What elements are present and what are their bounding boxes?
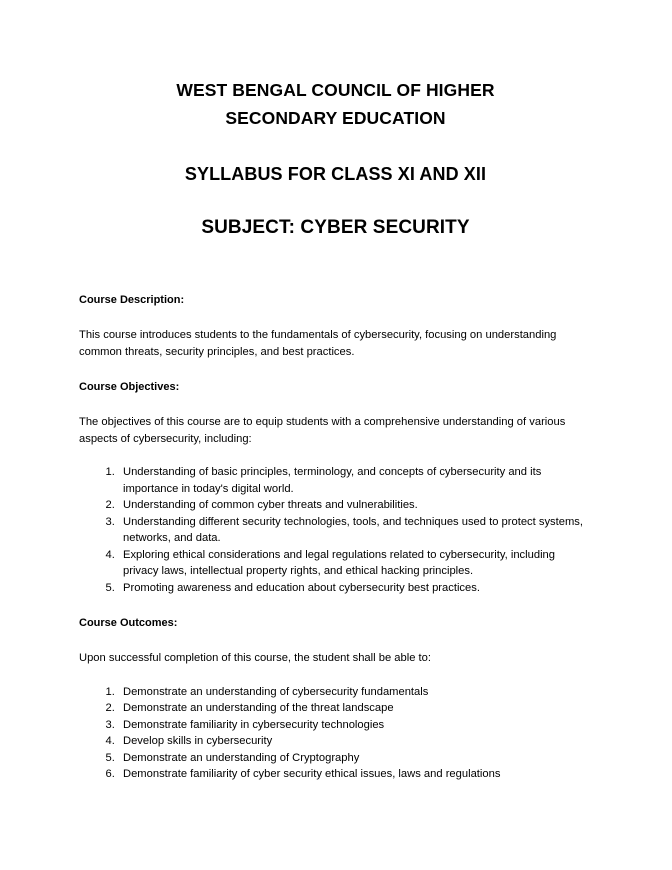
course-outcomes-paragraph: Upon successful completion of this course, the student shall be able to: [79,652,431,664]
list-item: 5. Demonstrate an understanding of Cryptography [118,750,592,767]
page-subtitle: SYLLABUS FOR CLASS XI AND XII [184,164,487,184]
list-item: 4. Develop skills in cybersecurity [118,733,592,750]
document-body [79,242,592,783]
section-heading-course-description: Course Description: [79,294,185,306]
course-objectives-paragraph: The objectives of this course are to equip students with a comprehensive understanding of various aspects of cybersecurity, including: [79,416,566,445]
list-item: 3. Understanding different security technologies, tools, and techniques used to protect systems, networks, and data. [118,514,592,547]
list-item: 6. Demonstrate familiarity of cyber security ethical issues, laws and regulations [118,766,592,783]
page-title-line-1: WEST BENGAL COUNCIL OF HIGHER [176,80,495,100]
list-item: 4. Exploring ethical considerations and legal regulations related to cybersecurity, including privacy laws, intellectual property rights, and ethical hacking principles. [118,547,592,580]
list-item: 2. Demonstrate an understanding of the threat landscape [118,700,592,717]
section-heading-course-objectives: Course Objectives: [79,381,180,393]
list-item: 1. Demonstrate an understanding of cybersecurity fundamentals [118,684,592,701]
course-outcomes-list [79,667,592,783]
section-heading-course-outcomes: Course Outcomes: [79,617,178,629]
course-objectives-list [79,447,592,596]
list-item: 5. Promoting awareness and education about cybersecurity best practices. [118,580,592,597]
page-subject: SUBJECT: CYBER SECURITY [201,217,470,238]
list-item: 3. Demonstrate familiarity in cybersecurity technologies [118,717,592,734]
list-item: 1. Understanding of basic principles, terminology, and concepts of cybersecurity and its importance in today's digital world. [118,464,592,497]
page-title-line-2: SECONDARY EDUCATION [225,108,446,128]
document-content [79,0,592,783]
course-description-paragraph: This course introduces students to the fundamentals of cybersecurity, focusing on understanding common threats, security principles, and best practices. [79,329,557,358]
page-title [79,76,592,132]
document-header [79,0,592,242]
list-item: 2. Understanding of common cyber threats and vulnerabilities. [118,497,592,514]
